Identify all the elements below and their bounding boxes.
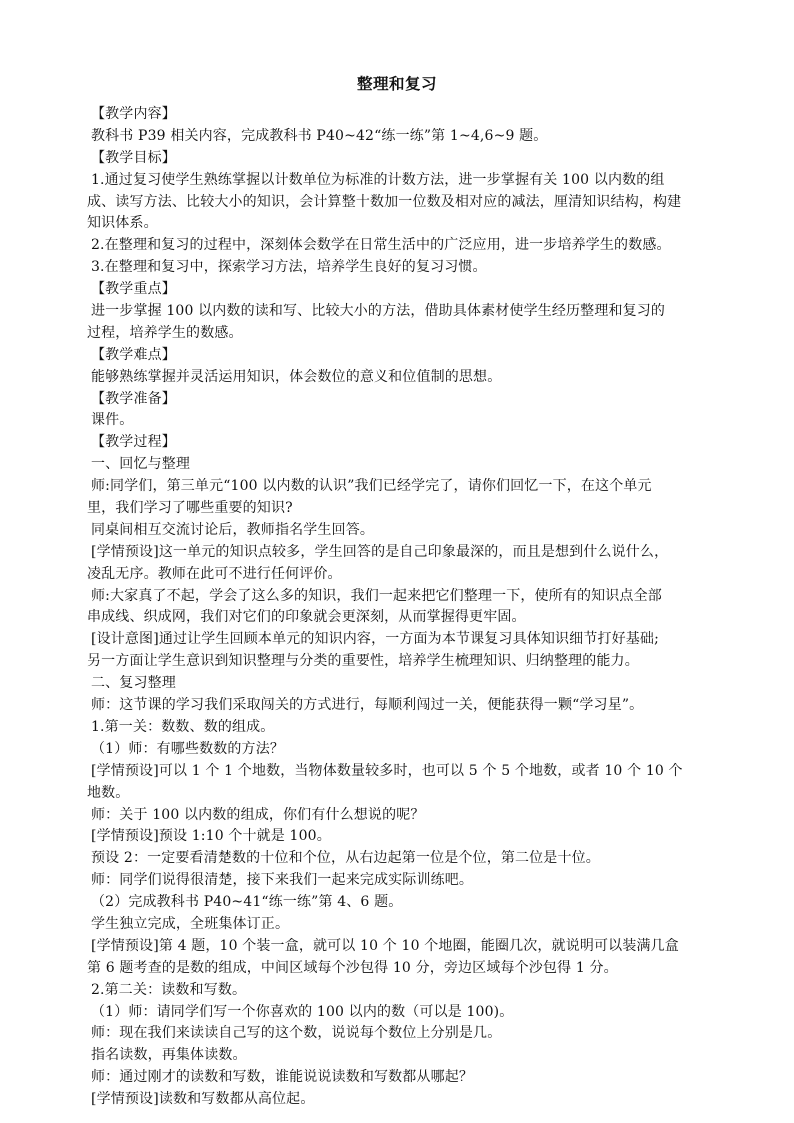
- text-line: 进一步掌握 100 以内数的读和写、比较大小的方法，借助具体素材使学生经历整理和复习的: [91, 303, 666, 320]
- text-line: （2）完成教科书 P40~41“练一练”第 4、6 题。: [91, 894, 403, 911]
- text-line: 2.第二关：读数和写数。: [91, 981, 247, 998]
- text-line: [学情预设]第 4 题，10 个装一盒，就可以 10 个 10 个地圈，能圈几次，就说明可以装满几盒: [91, 937, 679, 954]
- text-line: [学情预设]可以 1 个 1 个地数，当物体数量较多时，也可以 5 个 5 个地数，或者 10 个 10 个: [91, 762, 683, 779]
- page-title: 整理和复习: [356, 75, 437, 93]
- text-line: 里，我们学习了哪些重要的知识?: [87, 500, 293, 517]
- text-line: 【教学难点】: [91, 346, 176, 363]
- text-line: 成、读写方法、比较大小的知识，会计算整十数加一位数及相对应的减法，厘清知识结构，构建: [87, 193, 682, 210]
- text-line: 师：这节课的学习我们采取闯关的方式进行，每顺利闯过一关，便能获得一颗“学习星”。: [91, 697, 644, 714]
- text-line: 过程，培养学生的数感。: [87, 324, 243, 341]
- text-line: 二、复习整理: [91, 675, 176, 692]
- text-line: 师：同学们说得很清楚，接下来我们一起来完成实际训练吧。: [91, 872, 474, 889]
- document-body: [88, 104, 738, 1111]
- text-line: 地数。: [87, 784, 130, 801]
- text-line: 课件。: [91, 412, 134, 429]
- text-line: 同桌间相互交流讨论后，教师指名学生回答。: [91, 521, 374, 538]
- text-line: 指名读数，再集体读数。: [91, 1047, 247, 1064]
- text-line: 3.在整理和复习中，探索学习方法，培养学生良好的复习习惯。: [91, 259, 487, 276]
- text-line: [学情预设]读数和写数都从高位起。: [91, 1091, 315, 1108]
- text-line: 2.在整理和复习的过程中，深刻体会数学在日常生活中的广泛应用，进一步培养学生的数感。: [91, 237, 671, 254]
- text-line: [设计意图]通过让学生回顾本单元的知识内容，一方面为本节课复习具体知识细节打好基础;: [91, 631, 659, 648]
- text-line: 第 6 题考查的是数的组成，中间区域每个沙包得 10 分，旁边区域每个沙包得 1 分。: [87, 959, 618, 976]
- text-line: 【教学重点】: [91, 281, 176, 298]
- text-line: [学情预设]预设 1:10 个十就是 100。: [91, 828, 331, 845]
- text-line: 【教学内容】: [91, 106, 176, 122]
- text-line: 师：关于 100 以内数的组成，你们有什么想说的呢？: [91, 806, 425, 823]
- text-line: 师：通过刚才的读数和写数，谁能说说读数和写数都从哪起？: [91, 1069, 474, 1086]
- text-line: 【教学过程】: [91, 434, 176, 451]
- text-line: 学生独立完成，全班集体订正。: [91, 915, 290, 932]
- text-line: 凌乱无序。教师在此可不进行任何评价。: [87, 565, 342, 582]
- text-line: 知识体系。: [87, 215, 158, 232]
- text-line: 师:同学们，第三单元“100 以内数的认识”我们已经学完了，请你们回忆一下，在这个单元: [91, 478, 652, 495]
- text-line: 串成线、织成网，我们对它们的印象就会更深刻，从而掌握得更牢固。: [87, 609, 526, 626]
- text-line: （1）师：请同学们写一个你喜欢的 100 以内的数（可以是 100)。: [91, 1003, 514, 1020]
- text-line: 师：现在我们来读读自己写的这个数，说说每个数位上分别是几。: [91, 1025, 502, 1042]
- text-line: 教科书 P39 相关内容，完成教科书 P40~42“练一练”第 1~4,6~9 题。: [91, 127, 548, 144]
- text-line: （1）师：有哪些数数的方法？: [91, 740, 285, 757]
- text-line: 1.通过复习使学生熟练掌握以计数单位为标准的计数方法，进一步掌握有关 100 以内数的组: [91, 171, 665, 188]
- text-line: 一、回忆与整理: [91, 456, 191, 473]
- text-line: [学情预设]这一单元的知识点较多，学生回答的是自己印象最深的，而且是想到什么说什么，: [91, 543, 669, 560]
- text-line: 另一方面让学生意识到知识整理与分类的重要性，培养学生梳理知识、归纳整理的能力。: [87, 653, 639, 670]
- text-line: 1.第一关：数数、数的组成。: [91, 718, 275, 735]
- text-line: 预设 2：一定要看清楚数的十位和个位，从右边起第一位是个位，第二位是十位。: [91, 850, 600, 867]
- text-line: 【教学目标】: [91, 149, 176, 166]
- text-line: 能够熟练掌握并灵活运用知识，体会数位的意义和位值制的思想。: [91, 368, 502, 385]
- text-line: 师:大家真了不起，学会了这么多的知识，我们一起来把它们整理一下，使所有的知识点全部: [91, 587, 662, 604]
- text-line: 【教学准备】: [91, 390, 176, 407]
